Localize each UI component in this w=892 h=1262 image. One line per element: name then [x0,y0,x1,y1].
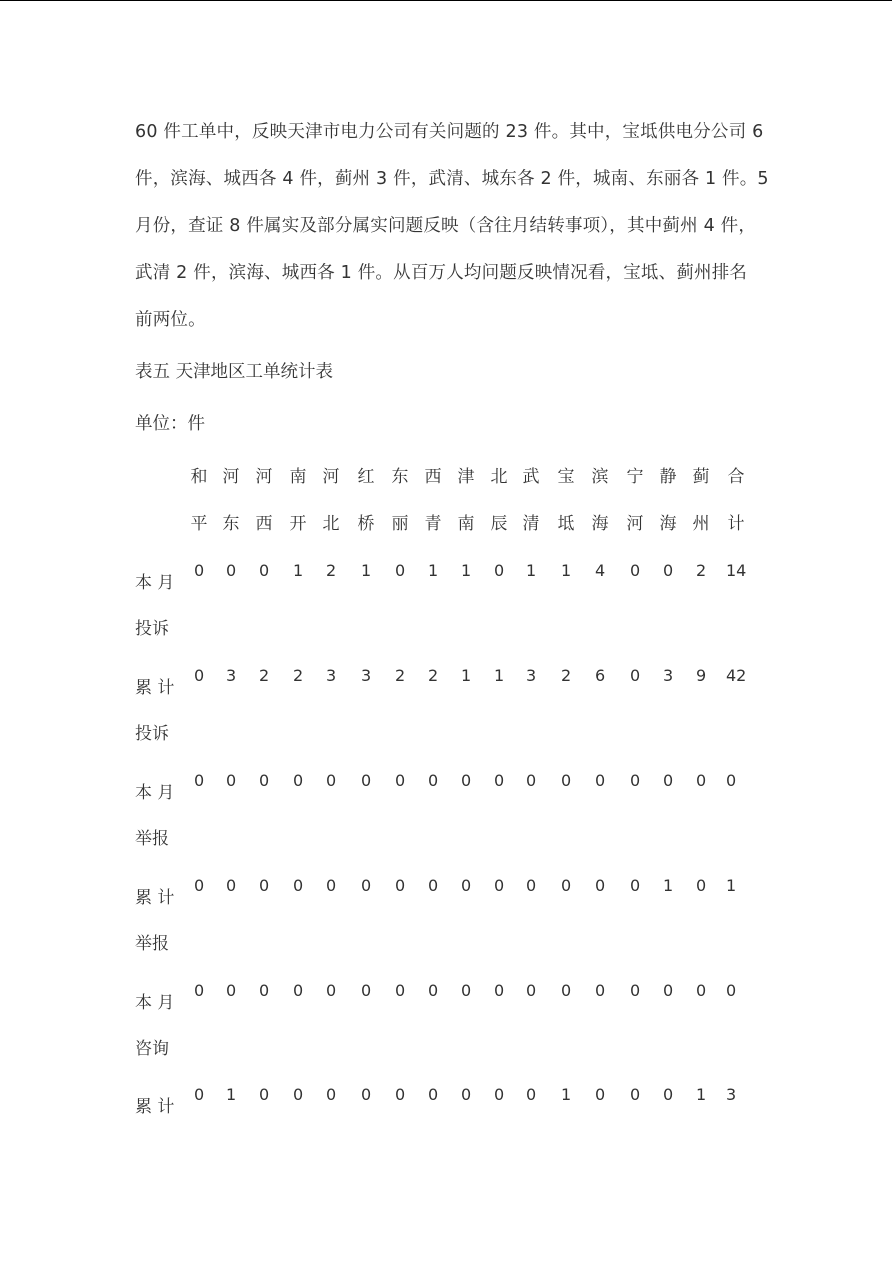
table-cell: 0 [395,771,406,790]
table-cell: 0 [630,1085,641,1104]
table-cell: 1 [526,561,537,580]
table-cell: 0 [326,981,337,1000]
table-cell: 1 [726,876,737,895]
column-header-top: 河 [222,467,240,487]
row-label: 累 计 [135,888,175,908]
table-cell: 0 [663,981,674,1000]
column-header-top: 滨 [591,467,609,487]
column-header-bottom: 辰 [490,514,508,534]
table-cell: 0 [696,876,707,895]
table-cell: 0 [194,666,205,685]
table-cell: 1 [461,666,472,685]
column-header-top: 北 [490,467,508,487]
table-cell: 0 [361,1085,372,1104]
table-cell: 6 [595,666,606,685]
column-header-top: 河 [322,467,340,487]
column-header-bottom: 南 [457,514,475,534]
table-cell: 0 [428,771,439,790]
table-cell: 0 [526,876,537,895]
column-header-bottom: 东 [222,514,240,534]
row-label-sub: 投诉 [135,724,169,744]
table-cell: 0 [395,876,406,895]
paragraph-line: 前两位。 [135,310,206,330]
table-cell: 0 [595,981,606,1000]
table-cell: 0 [461,981,472,1000]
column-header-top: 蓟 [692,467,710,487]
table-cell: 0 [194,1085,205,1104]
column-header-bottom: 桥 [357,514,375,534]
table-cell: 0 [630,561,641,580]
table-cell: 0 [194,561,205,580]
table-cell: 0 [361,981,372,1000]
table-cell: 0 [461,771,472,790]
table-cell: 0 [259,876,270,895]
table-cell: 1 [696,1085,707,1104]
table-cell: 0 [494,876,505,895]
table-cell: 0 [226,876,237,895]
table-cell: 0 [293,771,304,790]
table-cell: 9 [696,666,707,685]
column-header-bottom: 海 [659,514,677,534]
column-header-bottom: 计 [727,514,745,534]
table-cell: 2 [395,666,406,685]
table-cell: 0 [259,1085,270,1104]
table-cell: 1 [428,561,439,580]
column-header-top: 宝 [557,467,575,487]
column-header-bottom: 坻 [557,514,575,534]
table-caption: 表五 天津地区工单统计表 [135,362,334,382]
table-cell: 0 [361,876,372,895]
row-label: 累 计 [135,678,175,698]
row-label: 本 月 [135,783,175,803]
column-header-top: 红 [357,467,375,487]
table-cell: 0 [595,771,606,790]
table-cell: 0 [696,771,707,790]
table-cell: 0 [226,981,237,1000]
paragraph-line: 月份，查证 8 件属实及部分属实问题反映（含往月结转事项），其中蓟州 4 件， [135,216,757,236]
table-cell: 0 [461,876,472,895]
table-cell: 0 [395,1085,406,1104]
table-cell: 0 [293,876,304,895]
table-cell: 0 [326,1085,337,1104]
table-cell: 0 [259,981,270,1000]
table-cell: 0 [194,771,205,790]
column-header-bottom: 海 [591,514,609,534]
table-cell: 0 [226,561,237,580]
column-header-top: 合 [727,467,745,487]
row-label-sub: 举报 [135,829,169,849]
table-cell: 14 [726,561,747,580]
row-label: 本 月 [135,573,175,593]
table-cell: 0 [595,876,606,895]
table-cell: 0 [663,561,674,580]
table-cell: 3 [226,666,237,685]
table-cell: 0 [428,1085,439,1104]
table-cell: 0 [326,876,337,895]
column-header-top: 西 [424,467,442,487]
row-label: 本 月 [135,993,175,1013]
table-cell: 0 [194,876,205,895]
table-cell: 0 [630,981,641,1000]
table-cell: 1 [461,561,472,580]
table-cell: 0 [293,981,304,1000]
row-label-sub: 咨询 [135,1039,169,1059]
table-cell: 0 [494,561,505,580]
table-cell: 3 [663,666,674,685]
table-cell: 3 [526,666,537,685]
column-header-top: 津 [457,467,475,487]
table-cell: 2 [326,561,337,580]
table-cell: 0 [595,1085,606,1104]
column-header-top: 静 [659,467,677,487]
table-cell: 0 [361,771,372,790]
table-cell: 1 [293,561,304,580]
table-cell: 0 [194,981,205,1000]
body-paragraph [135,109,775,344]
row-label-sub: 投诉 [135,619,169,639]
table-cell: 0 [561,876,572,895]
paragraph-line: 60 件工单中，反映天津市电力公司有关问题的 23 件。其中，宝坻供电分公司 6 [135,122,764,142]
paragraph-line: 武清 2 件，滨海、城西各 1 件。从百万人均问题反映情况看，宝坻、蓟州排名 [135,263,748,283]
table-cell: 1 [226,1085,237,1104]
table-cell: 0 [630,771,641,790]
row-label: 累 计 [135,1097,175,1117]
paragraph-line: 件，滨海、城西各 4 件，蓟州 3 件，武清、城东各 2 件，城南、东丽各 1 件。5 [135,169,769,189]
table-cell: 2 [259,666,270,685]
table-cell: 0 [561,981,572,1000]
table-cell: 0 [259,771,270,790]
column-header-top: 武 [522,467,540,487]
table-cell: 4 [595,561,606,580]
column-header-bottom: 西 [255,514,273,534]
column-header-top: 宁 [626,467,644,487]
table-cell: 0 [461,1085,472,1104]
table-cell: 0 [293,1085,304,1104]
table-cell: 0 [526,771,537,790]
column-header-top: 和 [190,467,208,487]
table-cell: 0 [726,981,737,1000]
column-header-top: 南 [289,467,307,487]
table-cell: 1 [561,1085,572,1104]
column-header-top: 河 [255,467,273,487]
table-cell: 1 [561,561,572,580]
table-cell: 0 [428,876,439,895]
table-cell: 0 [494,981,505,1000]
column-header-bottom: 清 [522,514,540,534]
table-cell: 0 [526,1085,537,1104]
table-cell: 1 [494,666,505,685]
table-cell: 0 [326,771,337,790]
table-cell: 2 [428,666,439,685]
column-header-bottom: 河 [626,514,644,534]
table-cell: 3 [726,1085,737,1104]
table-cell: 0 [226,771,237,790]
column-header-bottom: 开 [289,514,307,534]
column-header-bottom: 平 [190,514,208,534]
table-cell: 0 [395,561,406,580]
table-cell: 0 [630,666,641,685]
table-cell: 1 [663,876,674,895]
table-cell: 0 [526,981,537,1000]
column-header-top: 东 [391,467,409,487]
table-cell: 0 [663,771,674,790]
table-cell: 0 [630,876,641,895]
table-cell: 2 [293,666,304,685]
column-header-bottom: 丽 [391,514,409,534]
top-border [0,0,892,1]
table-cell: 2 [561,666,572,685]
table-cell: 3 [361,666,372,685]
table-cell: 0 [259,561,270,580]
table-cell: 0 [696,981,707,1000]
table-cell: 0 [428,981,439,1000]
table-unit: 单位：件 [135,414,205,434]
table-cell: 0 [494,1085,505,1104]
row-label-sub: 举报 [135,934,169,954]
table-cell: 3 [326,666,337,685]
table-cell: 42 [726,666,747,685]
table-cell: 0 [726,771,737,790]
table-cell: 2 [696,561,707,580]
column-header-bottom: 青 [424,514,442,534]
table-cell: 0 [395,981,406,1000]
table-cell: 1 [361,561,372,580]
column-header-bottom: 北 [322,514,340,534]
table-cell: 0 [494,771,505,790]
table-cell: 0 [561,771,572,790]
column-header-bottom: 州 [692,514,710,534]
table-cell: 0 [663,1085,674,1104]
